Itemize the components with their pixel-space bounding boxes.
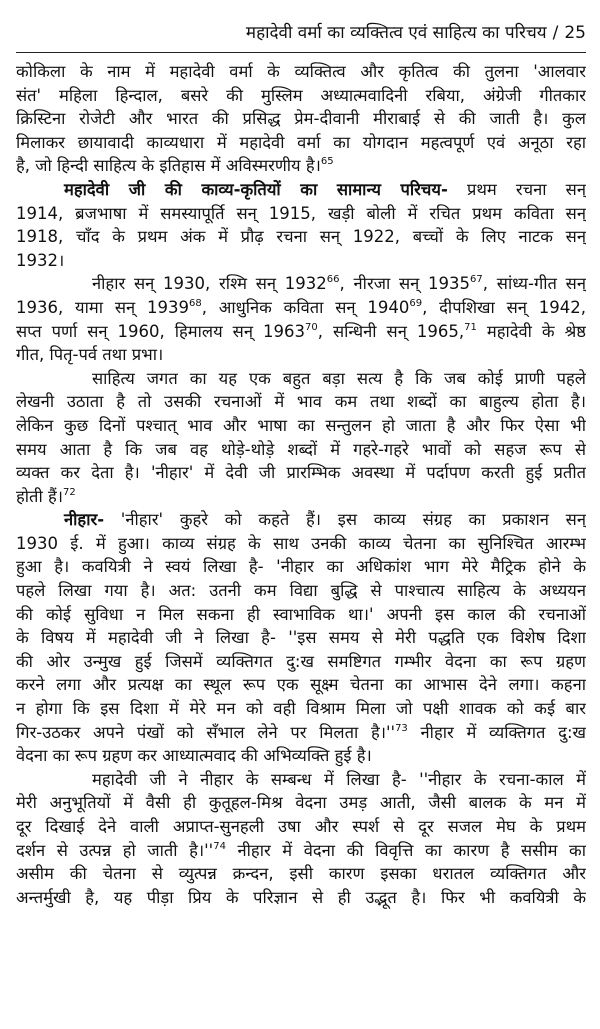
line-text: हुआ है। कवयित्री ने स्वयं लिखा है- 'नीहार का अधिकांश भाग मेरे मैट्रिक होने के bbox=[16, 557, 586, 577]
text-line bbox=[16, 791, 586, 815]
text-line bbox=[16, 107, 586, 131]
line-text: गीत, पितृ-पर्व तथा प्रभा। bbox=[16, 345, 164, 365]
text-line bbox=[16, 839, 586, 863]
line-text: के विषय में महादेवी जी ने लिखा है- ''इस समय से मेरी पद्धति एक विशेष दिशा bbox=[16, 628, 586, 648]
text-line bbox=[16, 579, 586, 603]
line-text: 1914, ब्रजभाषा में समस्यापूर्ति सन् 1915, खड़ी बोली में रचित प्रथम कविता सन् bbox=[16, 203, 586, 223]
line-text: , सन्धिनी सन् 1965, bbox=[317, 321, 465, 341]
line-text: , सांध्य-गीत सन् bbox=[482, 274, 586, 294]
text-line bbox=[16, 131, 586, 155]
line-text: गिर-उठकर अपने पंखों को सँभाल लेने पर मिलता है।'' bbox=[16, 722, 396, 742]
text-line bbox=[16, 555, 586, 579]
line-text: , आधुनिक कविता सन् 1940 bbox=[201, 297, 410, 317]
text-line bbox=[16, 650, 586, 674]
text-line bbox=[16, 202, 586, 226]
line-text: न होगा कि इस दिशा में मेरे मन को वही विश्राम मिला जो पक्षी शावक को कई बार bbox=[16, 699, 586, 719]
line-text: की कोई सुविधा न मिल सकना ही स्वाभाविक था।' अपनी इस काल की रचनाओं bbox=[16, 604, 586, 624]
line-text: लेखनी उठाता है तो उसकी रचनाओं में भाव कम तथा शब्दों का बाहुल्य होता है। bbox=[16, 392, 586, 412]
page-number: 25 bbox=[564, 23, 586, 43]
line-text: की ओर उन्मुख हुई जिसमें व्यक्तिगत दु:ख समष्टिगत गम्भीर वेदना का रूप ग्रहण bbox=[16, 651, 586, 671]
text-line bbox=[16, 673, 586, 697]
line-text: नीहार में व्यक्तिगत दु:ख bbox=[407, 722, 586, 742]
line-text: महादेवी के श्रेष्ठ bbox=[476, 321, 586, 341]
line-text: संत' महिला हिन्दाल, बसरे की मुस्लिम अध्यात्मवादिनी रबिया, अंग्रेजी गीतकार bbox=[16, 85, 586, 105]
text-line bbox=[16, 390, 586, 414]
line-text: 1936, यामा सन् 1939 bbox=[16, 297, 189, 317]
line-text: नीहार सन् 1930, रश्मि सन् 1932 bbox=[92, 274, 327, 294]
footnote-ref: 71 bbox=[464, 321, 477, 333]
footnote-ref: 70 bbox=[304, 321, 318, 333]
text-line bbox=[16, 815, 586, 839]
section-heading: नीहार- bbox=[64, 510, 105, 530]
header-rule bbox=[16, 52, 586, 53]
line-text: कोकिला के नाम में महादेवी वर्मा के व्यक्तित्व और कृतित्व की तुलना 'आलवार bbox=[16, 62, 586, 81]
text-line bbox=[16, 697, 586, 721]
running-header bbox=[16, 18, 586, 48]
text-line bbox=[16, 249, 586, 273]
header-separator: / bbox=[552, 23, 559, 43]
line-text: पहले लिखा गया है। अत: उतनी कम विद्या बुद्धि से पाश्चात्य साहित्य के अध्ययन bbox=[16, 581, 586, 601]
line-text: क्रिस्टिना रोजेटी और भारत की प्रसिद्ध प्रेम-दीवानी मीराबाई से की जाती है। कुल bbox=[16, 109, 586, 129]
text-line bbox=[16, 461, 586, 485]
text-line bbox=[16, 603, 586, 627]
text-line bbox=[16, 532, 586, 556]
footnote-ref: 73 bbox=[395, 722, 408, 734]
text-line bbox=[16, 225, 586, 249]
section-heading: महादेवी जी की काव्य-कृतियों का सामान्य परिचय- bbox=[64, 179, 448, 199]
footnote-ref: 68 bbox=[188, 297, 202, 309]
running-title: महादेवी वर्मा का व्यक्तित्व एवं साहित्य का परिचय bbox=[245, 23, 547, 43]
text-line bbox=[16, 721, 586, 745]
line-text: दर्शन से उत्पन्न हो जाती है।'' bbox=[16, 840, 214, 860]
text-line bbox=[16, 862, 586, 886]
line-text: व्यक्त कर देता है। 'नीहार' में देवी जी प्रारम्भिक अवस्था में पर्दापण करती हुई प्रतीत bbox=[16, 463, 586, 483]
line-text: करने लगा और प्रत्यक्ष का स्थूल रूप एक सूक्ष्म चेतना का आभास देने लगा। कहना bbox=[16, 675, 586, 695]
text-line bbox=[16, 367, 586, 391]
line-text: दूर दिखाई देने वाली अप्राप्त-सुनहली उषा और स्पर्श से दूर सजल मेघ के प्रथम bbox=[16, 817, 586, 836]
line-text: 1932। bbox=[16, 250, 65, 270]
line-text: , नीरजा सन् 1935 bbox=[339, 274, 471, 294]
line-text: 'नीहार' कुहरे को कहते हैं। इस काव्य संग्रह का प्रकाशन सन् bbox=[104, 510, 586, 530]
footnote-ref: 69 bbox=[409, 297, 423, 309]
body-text bbox=[16, 60, 586, 909]
text-line bbox=[16, 886, 586, 910]
footnote-ref: 72 bbox=[62, 486, 76, 498]
line-text: मेरी अनुभूतियों में वैसी ही कुतूहल-मिश्र वेदना उमड़ आती, जैसी बालक के मन में bbox=[16, 793, 586, 813]
footnote-ref: 67 bbox=[470, 274, 483, 286]
line-text: साहित्य जगत का यह एक बहुत बड़ा सत्य है कि जब कोई प्राणी पहले bbox=[92, 368, 586, 388]
line-text: महादेवी जी ने नीहार के सम्बन्ध में लिखा है- ''नीहार के रचना-काल में bbox=[92, 769, 586, 789]
text-line bbox=[16, 626, 586, 650]
line-text: सप्त पर्णा सन् 1960, हिमालय सन् 1963 bbox=[16, 321, 305, 341]
line-text: होती हैं। bbox=[16, 486, 63, 506]
footnote-ref: 74 bbox=[213, 840, 226, 852]
text-line bbox=[16, 485, 586, 509]
text-line bbox=[16, 272, 586, 296]
text-line bbox=[16, 296, 586, 320]
line-text: वेदना का रूप ग्रहण कर आध्यात्मवाद की अभिव्यक्ति हुई है। bbox=[16, 746, 372, 766]
line-text: मिलाकर छायावादी काव्यधारा में महादेवी वर्मा का योगदान महत्वपूर्ण एवं अनूठा रहा bbox=[16, 132, 586, 152]
line-text: असीम की चेतना से व्युत्पन्न क्रन्दन, इसी कारण इसका धरातल व्यक्तिगत और bbox=[16, 864, 586, 884]
text-line bbox=[16, 744, 586, 768]
text-line bbox=[16, 414, 586, 438]
line-text: अन्तर्मुखी है, यह पीड़ा प्रिय के परिज्ञान से ही उद्भूत है। फिर भी कवयित्री के bbox=[16, 887, 586, 907]
line-text: 1918, चाँद के प्रथम अंक में प्रौढ़ रचना सन् 1922, बच्चों के लिए नाटक सन् bbox=[16, 227, 586, 247]
line-text: , दीपशिखा सन् 1942, bbox=[422, 297, 586, 317]
line-text: लेकिन कुछ दिनों पश्चात् भाव और भाषा का सन्तुलन हो जाता है और फिर ऐसा भी bbox=[16, 415, 586, 435]
line-text: नीहार में वेदना की विवृत्ति का कारण है ससीम का bbox=[225, 840, 586, 860]
line-text: प्रथम रचना सन् bbox=[447, 179, 586, 199]
text-line bbox=[16, 320, 586, 344]
text-line bbox=[16, 508, 586, 532]
line-text: है, जो हिन्दी साहित्य के इतिहास में अविस्मरणीय है। bbox=[16, 156, 321, 176]
text-line bbox=[16, 154, 586, 178]
line-text: 1930 ई. में हुआ। काव्य संग्रह के साथ उनकी काव्य चेतना का सुनिश्चित आरम्भ bbox=[16, 533, 586, 553]
footnote-ref: 66 bbox=[326, 274, 340, 286]
text-line bbox=[16, 438, 586, 462]
text-line bbox=[16, 178, 586, 202]
line-text: समय आता है कि जब वह थोड़े-थोड़े शब्दों में गहरे-गहरे भावों को सहज रूप से bbox=[16, 439, 586, 459]
text-line bbox=[16, 60, 586, 84]
text-line bbox=[16, 343, 586, 367]
footnote-ref: 65 bbox=[320, 156, 334, 168]
text-line bbox=[16, 768, 586, 792]
text-line bbox=[16, 84, 586, 108]
